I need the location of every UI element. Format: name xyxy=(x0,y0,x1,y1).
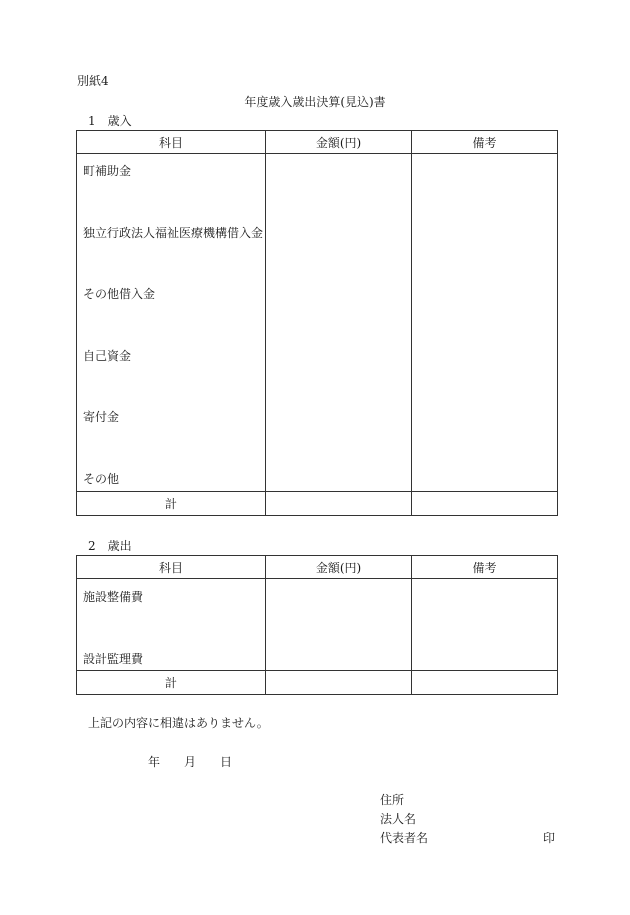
revenue-remarks-cell[interactable] xyxy=(412,154,558,492)
declaration-text: 上記の内容に相違はありません。 xyxy=(88,716,269,730)
address-label: 住所 xyxy=(380,793,405,807)
revenue-col-remarks: 備考 xyxy=(412,131,558,154)
expenditure-amount-cell[interactable] xyxy=(266,579,412,671)
expenditure-total-remarks-cell[interactable] xyxy=(412,671,558,695)
expenditure-section-label: 2 歳出 xyxy=(88,539,132,553)
revenue-total-label: 計 xyxy=(77,492,266,516)
expenditure-total-amount-cell[interactable] xyxy=(266,671,412,695)
expenditure-item: 施設整備費 xyxy=(83,590,144,604)
expenditure-header-row xyxy=(77,556,558,579)
expenditure-table xyxy=(76,555,558,695)
date-year-label: 年 xyxy=(148,755,161,769)
expenditure-total-row xyxy=(77,671,558,695)
seal-label: 印 xyxy=(543,831,556,845)
corporation-name-label: 法人名 xyxy=(380,812,417,826)
date-month-label: 月 xyxy=(184,755,197,769)
revenue-header-row xyxy=(77,131,558,154)
expenditure-col-remarks: 備考 xyxy=(412,556,558,579)
revenue-subject-cell xyxy=(77,154,266,492)
revenue-col-amount: 金額(円) xyxy=(266,131,412,154)
revenue-table xyxy=(76,130,558,516)
revenue-item: 寄付金 xyxy=(83,410,120,424)
expenditure-total-label: 計 xyxy=(77,671,266,695)
expenditure-col-subject: 科目 xyxy=(77,556,266,579)
revenue-items-row xyxy=(77,154,558,492)
attachment-label: 別紙4 xyxy=(77,74,109,88)
revenue-item: 町補助金 xyxy=(83,164,132,178)
revenue-total-amount-cell[interactable] xyxy=(266,492,412,516)
revenue-item: 独立行政法人福祉医療機構借入金 xyxy=(83,226,264,240)
revenue-section-label: 1 歳入 xyxy=(88,114,132,128)
revenue-item: その他 xyxy=(83,472,120,486)
document-title: 年度歳入歳出決算(見込)書 xyxy=(244,95,386,109)
revenue-amount-cell[interactable] xyxy=(266,154,412,492)
representative-name-label: 代表者名 xyxy=(380,831,429,845)
revenue-item: 自己資金 xyxy=(83,349,132,363)
expenditure-item: 設計監理費 xyxy=(83,652,144,666)
revenue-item: その他借入金 xyxy=(83,287,156,301)
expenditure-col-amount: 金額(円) xyxy=(266,556,412,579)
revenue-total-row xyxy=(77,492,558,516)
expenditure-remarks-cell[interactable] xyxy=(412,579,558,671)
revenue-col-subject: 科目 xyxy=(77,131,266,154)
date-day-label: 日 xyxy=(220,755,233,769)
expenditure-subject-cell xyxy=(77,579,266,671)
expenditure-items-row xyxy=(77,579,558,671)
revenue-total-remarks-cell[interactable] xyxy=(412,492,558,516)
